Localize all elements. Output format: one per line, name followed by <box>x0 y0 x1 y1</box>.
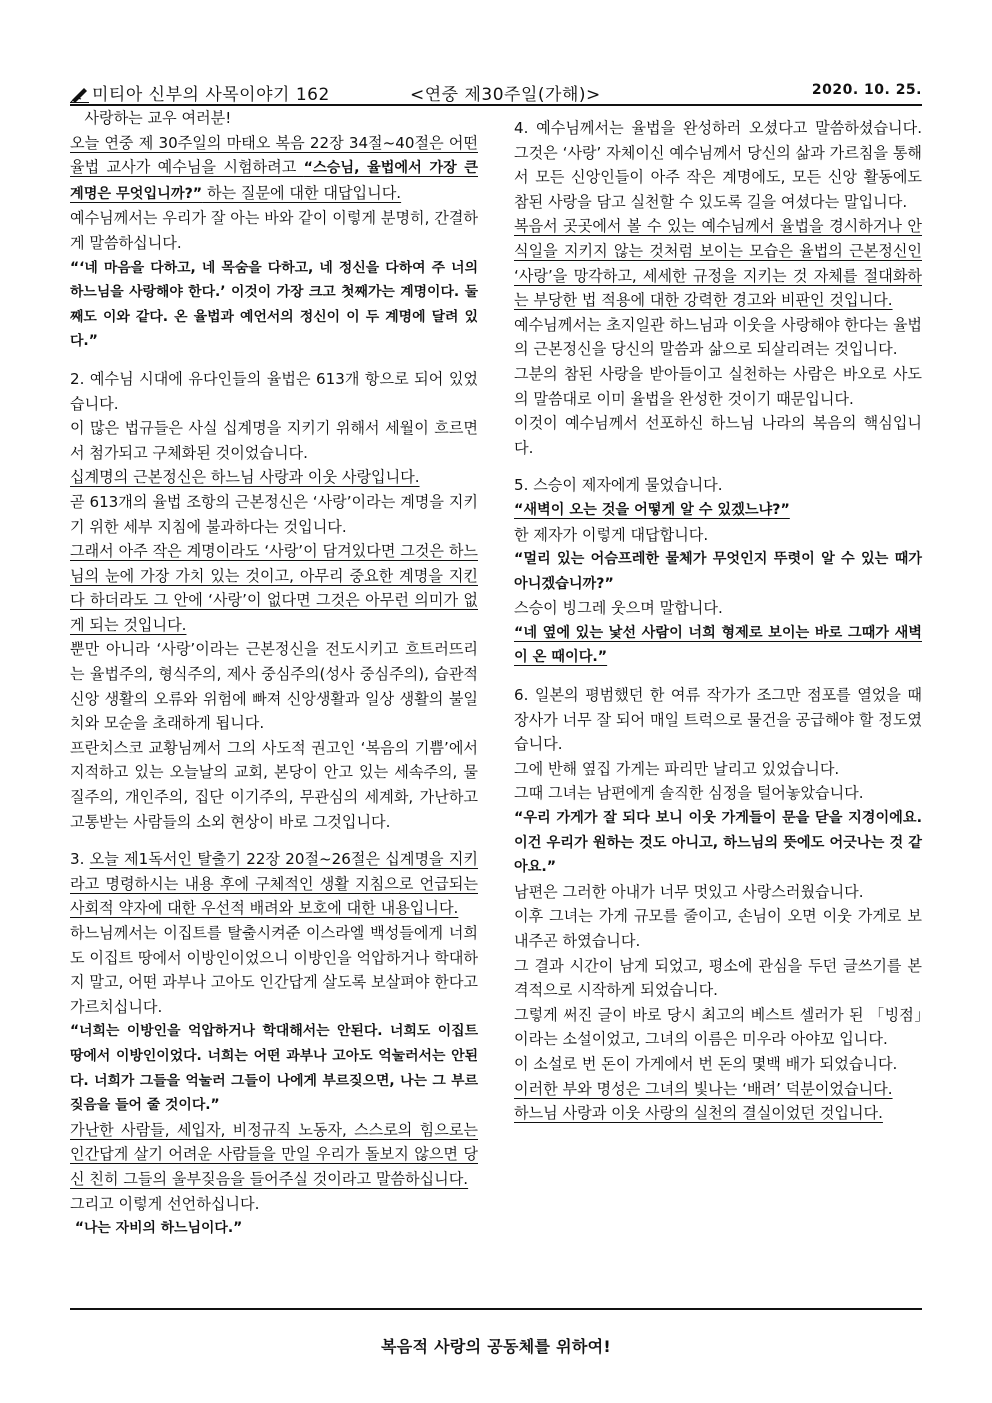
footer-rule <box>70 1308 922 1310</box>
gospel-intro-end: 하는 질문에 대한 대답입니다. <box>202 183 402 202</box>
paragraph: 그래서 아주 작은 계명이라도 ‘사랑’이 담겨있다면 그것은 하느님의 눈에 가장 가치 있는 것이고, 아무리 중요한 계명을 지킨다 하더라도 그 안에 ‘사랑’이 없다면 그것은 아무런 의미가 없게 되는 것입니다. <box>70 542 478 634</box>
paragraph: 예수님께서는 우리가 잘 아는 바와 같이 이렇게 분명히, 간결하게 말씀하십니다. <box>70 209 478 252</box>
section-5-heading: 5. 스승이 제자에게 물었습니다. <box>514 476 723 495</box>
paragraph: 스승이 빙그레 웃으며 말합니다. <box>514 599 723 618</box>
paragraph: 그분의 참된 사랑을 받아들이고 실천하는 사람은 바오로 사도의 말씀대로 이미 율법을 완성한 것이기 때문입니다. <box>514 364 922 408</box>
paragraph <box>70 131 478 207</box>
footer-slogan: 복음적 사랑의 공동체를 위하여! <box>380 1337 612 1356</box>
paragraph: 예수님께서는 초지일관 하느님과 이웃을 사랑해야 한다는 율법의 근본정신을 당신의 말씀과 삶으로 되살리려는 것입니다. <box>514 315 922 359</box>
paragraph: 이 많은 법규들은 사실 십계명을 지키기 위해서 세월이 흐르면서 첨가되고 구체화된 것이었습니다. <box>70 419 478 462</box>
section-3-heading <box>70 847 478 921</box>
header <box>70 78 922 106</box>
bulletin-title: 미티아 신부의 사목이야기 162 <box>92 85 330 105</box>
paragraph: 그때 그녀는 남편에게 솔직한 심정을 털어놓았습니다. <box>514 784 864 803</box>
right-column <box>514 116 922 1126</box>
paragraph: 하느님께서는 이집트를 탈출시켜준 이스라엘 백성들에게 너희도 이집트 땅에서 이방인이었으니 이방인을 억압하거나 학대하지 말고, 어떤 과부나 고아도 인간답게 살도록 보살펴야 한다고 가르치십니다. <box>70 924 478 1016</box>
section-6-heading: 6. 일본의 평범했던 한 여류 작가가 조그만 점포를 열었을 때 장사가 너무 잘 되어 매일 트럭으로 물건을 공급해야 할 정도였습니다. <box>514 686 922 754</box>
paragraph: 그리고 이렇게 선언하십니다. <box>70 1194 260 1213</box>
jesus-quote: “‘네 마음을 다하고, 네 목숨을 다하고, 네 정신을 다하여 주 너의 하느님을 사랑해야 한다.’ 이것이 가장 크고 첫째가는 계명이다. 둘째도 이와 같다. 온 율법과 예언서의 정신이 이 두 계명에 달려 있다.” <box>70 259 478 350</box>
wife-quote: “우리 가게가 잘 되다 보니 이웃 가게들이 문을 닫을 지경이에요. 이건 우리가 원하는 것도 아니고, 하느님의 뜻에도 어긋나는 것 같아요.” <box>514 810 922 876</box>
paragraph: 가난한 사람들, 세입자, 비정규직 노동자, 스스로의 힘으로는 인간답게 살기 어려운 사람들을 만일 우리가 돌보지 않으면 당신 친히 그들의 울부짖음을 들어주실 것이라고 말씀하십니다. <box>70 1120 478 1188</box>
paragraph: 이러한 부와 명성은 그녀의 빛나는 ‘배려’ 덕분이었습니다. <box>514 1079 893 1098</box>
left-column <box>70 106 478 1241</box>
pen-icon <box>70 85 90 103</box>
paragraph: 한 제자가 이렇게 대답합니다. <box>514 525 709 544</box>
greeting <box>70 106 478 131</box>
liturgy-label: <연중 제30주일(가해)> <box>410 85 601 105</box>
paragraph: 그에 반해 옆집 가게는 파리만 날리고 있었습니다. <box>514 759 840 778</box>
paragraph: 이 소설로 번 돈이 가게에서 번 돈의 몇백 배가 되었습니다. <box>514 1054 898 1073</box>
header-title-group <box>70 80 330 105</box>
section-number: 3. <box>70 850 90 869</box>
paragraph: 이후 그녀는 가게 규모를 줄이고, 손님이 오면 이웃 가게로 보내주곤 하였습니다. <box>514 907 922 950</box>
lawyer-question: “스승님, 율법에서 가장 큰 계명은 무엇입니까?” <box>70 160 478 202</box>
section-3-text: 오늘 제1독서인 탈출기 22장 20절~26절은 십계명을 지키라고 명령하시는 내용 후에 구체적인 생활 지침으로 언급되는 사회적 약자에 대한 우선적 배려와 보호에 대한 내용입니다. <box>70 850 479 918</box>
bulletin-date: 2020. 10. 25. <box>811 82 922 98</box>
paragraph: 남편은 그러한 아내가 너무 멋있고 사랑스러웠습니다. <box>514 882 864 901</box>
paragraph: 곧 613개의 율법 조항의 근본정신은 ‘사랑’이라는 계명을 지키기 위한 세부 지침에 불과하다는 것입니다. <box>70 492 478 536</box>
exodus-quote: “너희는 이방인을 억압하거나 학대해서는 안된다. 너희도 이집트 땅에서 이방인이었다. 너희는 어떤 과부나 고아도 억눌러서는 안된다. 너희가 그들을 억눌러 그들이 나에게 부르짖으면, 나는 그 부르짖음을 들어 줄 것이다.” <box>70 1023 478 1114</box>
paragraph: 이것이 예수님께서 선포하신 하느님 나라의 복음의 핵심입니다. <box>514 414 922 457</box>
teacher-answer: “네 옆에 있는 낯선 사람이 너희 형제로 보이는 바로 그때가 새벽이 온 때이다.” <box>514 624 922 666</box>
paragraph: 하느님 사랑과 이웃 사랑의 실천의 결실이었던 것입니다. <box>514 1104 883 1123</box>
paragraph: 그 결과 시간이 남게 되었고, 평소에 관심을 두던 글쓰기를 본격적으로 시작하게 되었습니다. <box>514 956 922 1000</box>
greeting-text: 사랑하는 교우 여러분! <box>84 109 232 127</box>
paragraph: 프란치스코 교황님께서 그의 사도적 권고인 ‘복음의 기쁨’에서 지적하고 있는 오늘날의 교회, 본당이 안고 있는 세속주의, 물질주의, 개인주의, 집단 이기주의, 무관심의 세계화, 가난하고 고통받는 사람들의 소외 현상이 바로 그것입니다. <box>70 738 478 831</box>
gospel-intro: 오늘 연중 제 30주일의 마태오 복음 22장 34절~40절은 어떤 율법 교사가 예수님을 시험하려고 <box>70 133 478 177</box>
paragraph: 복음서 곳곳에서 볼 수 있는 예수님께서 율법을 경시하거나 안식일을 지키지 않는 것처럼 보이는 모습은 율법의 근본정신인 ‘사랑’을 망각하고, 세세한 규정을 지키는 것 자체를 절대화하는 부당한 법 적용에 대한 강력한 경고와 비판인 것입니다. <box>514 217 922 310</box>
section-2-heading: 2. 예수님 시대에 유다인들의 율법은 613개 항으로 되어 있었습니다. <box>70 369 478 413</box>
mercy-quote-text: “나는 자비의 하느님이다.” <box>74 1220 243 1237</box>
disciple-answer: “멀리 있는 어슴프레한 물체가 무엇인지 뚜렷이 알 수 있는 때가 아니겠습니까?” <box>514 551 922 592</box>
paragraph: 십계명의 근본정신은 하느님 사랑과 이웃 사랑입니다. <box>70 468 420 487</box>
teacher-question: “새벽이 오는 것을 어떻게 알 수 있겠느냐?” <box>514 501 790 518</box>
paragraph: 뿐만 아니라 ‘사랑’이라는 근본정신을 전도시키고 흐트러뜨리는 율법주의, 형식주의, 제사 중심주의(성사 중심주의), 습관적 신앙 생활의 오류와 위험에 빠져 신앙생활과 일상 생활의 불일치와 모순을 초래하게 됩니다. <box>70 640 478 733</box>
section-4-heading: 4. 예수님께서는 율법을 완성하러 오셨다고 말씀하셨습니다. 그것은 ‘사랑’ 자체이신 예수님께서 당신의 삶과 가르침을 통해서 모든 신앙인들이 아주 작은 계명에도, 모든 신앙 활동에도 참된 사랑을 담고 실천할 수 있도록 길을 여셨다는 말입니다. <box>514 119 922 211</box>
paragraph: 그렇게 써진 글이 바로 당시 최고의 베스트 셀러가 된 「빙점」이라는 소설이었고, 그녀의 이름은 미우라 아야꼬 입니다. <box>514 1005 922 1049</box>
mercy-quote <box>70 1216 478 1241</box>
